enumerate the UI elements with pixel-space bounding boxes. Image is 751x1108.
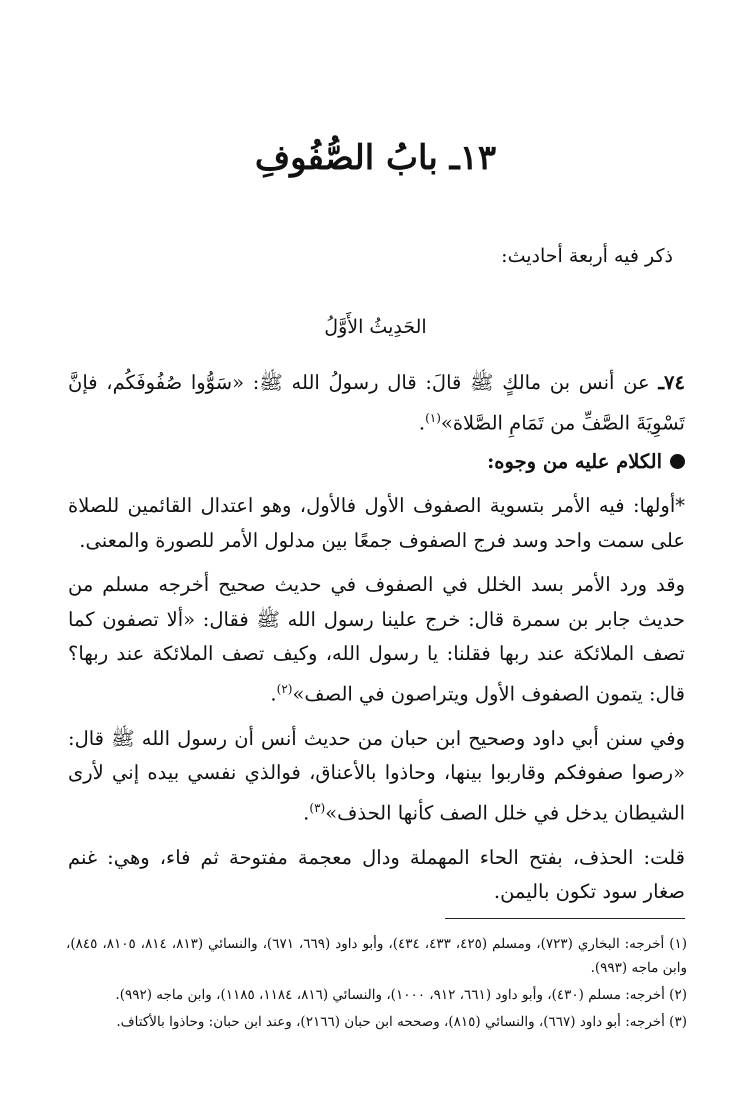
paragraph-3-text: وفي سنن أبي داود وصحيح ابن حبان من حديث أنس أن رسول الله ﷺ قال: «رصوا صفوفكم وقاربوا بينها، وحاذوا بالأعناق، فوالذي نفسي بيده إني لأرى الشيطان يدخل في خلل الصف كأنها الحذف» [68, 726, 685, 824]
paragraph-1: *أولها: فيه الأمر بتسوية الصفوف الأول فالأول، وهو اعتدال القائمين للصلاة على سمت واحد وسد فرج الصفوف جمعًا بين مدلول الأمر للصورة والمعنى. [68, 494, 685, 552]
chapter-title: ١٣ـ بابُ الصُّفُوفِ [254, 138, 497, 178]
footnote-ref-3[interactable]: (٣) [309, 800, 326, 815]
footnote-ref-2[interactable]: (٢) [276, 681, 293, 696]
hadith-paragraph [68, 366, 685, 441]
intro-text: ذكر فيه أربعة أحاديث: [501, 245, 673, 267]
commentary-heading [68, 445, 685, 480]
footnote-3: (٣) أخرجه: أبو داود (٦٦٧)، والنسائي (٨١٥)، وصححه ابن حبان (٢١٦٦)، وعند ابن حبان: وحاذوا بالأكتاف. [116, 1014, 687, 1030]
main-text [68, 366, 685, 910]
paragraph-4: قلت: الحذف، بفتح الحاء المهملة ودال معجمة مفتوحة ثم فاء، وهي: غنم صغار سود تكون باليمن. [68, 845, 685, 903]
paragraph-2-text: وقد ورد الأمر بسد الخلل في الصفوف في حديث صحيح أخرجه مسلم من حديث جابر بن سمرة قال: خرج علينا رسول الله ﷺ فقال: «ألا تصفون كما تصف الملائكة عند ربها فقلنا: يا رسول الله، وكيف تصف الملائكة عند ربها؟ قال: يتمون الصفوف الأول ويتراصون في الصف» [68, 573, 685, 705]
footnote-2: (٢) أخرجه: مسلم (٤٣٠)، وأبو داود (٦٦١، ٩١٢، ١٠٠٠)، والنسائي (٨١٦، ١١٨٤، ١١٨٥)، وابن ماجه (٩٩٢). [115, 987, 687, 1003]
footnote-divider [445, 918, 685, 919]
footnotes [66, 932, 687, 1037]
hadith-heading: الحَدِيثُ الأَوَّلُ [324, 316, 427, 338]
hadith-end: . [418, 411, 426, 434]
footnote-ref-1[interactable]: (١) [425, 410, 441, 425]
footnote-1: (١) أخرجه: البخاري (٧٢٣)، ومسلم (٤٢٥، ٤٣٣، ٤٣٤)، وأبو داود (٦٦٩، ٦٧١)، والنسائي (٨١٣، ٨١٤، ٨١٠٥، ٨٤٥)، وابن ماجه (٩٩٣). [66, 936, 688, 976]
hadith-text: عن أنس بن مالكٍ ﷺ قالَ: قال رسولُ الله ﷺ: «سَوُّوا صُفُوفَكُم، فإنَّ تَسْوِيَةَ الصَّفِّ من تَمَامِ الصَّلاة» [68, 371, 685, 434]
paragraph-3: وفي سنن أبي داود وصحيح ابن حبان من حديث أنس أن رسول الله ﷺ قال: «رصوا صفوفكم وقاربوا بينها، وحاذوا بالأعناق، فوالذي نفسي بيده إني لأرى الشيطان يدخل في خلل الصف كأنها الحذف»$^{(٣)}$. [68, 726, 685, 824]
hadith-number: ٧٤ـ [658, 371, 685, 394]
bullet-icon [670, 454, 685, 469]
commentary-heading-text: الكلام عليه من وجوه: [487, 449, 662, 473]
paragraph-2: وقد ورد الأمر بسد الخلل في الصفوف في حديث صحيح أخرجه مسلم من حديث جابر بن سمرة قال: خرج علينا رسول الله ﷺ فقال: «ألا تصفون كما تصف الملائكة عند ربها فقلنا: يا رسول الله، وكيف تصف الملائكة عند ربها؟ قال: يتمون الصفوف الأول ويتراصون في الصف»$^{(٢)}$. [68, 573, 685, 705]
